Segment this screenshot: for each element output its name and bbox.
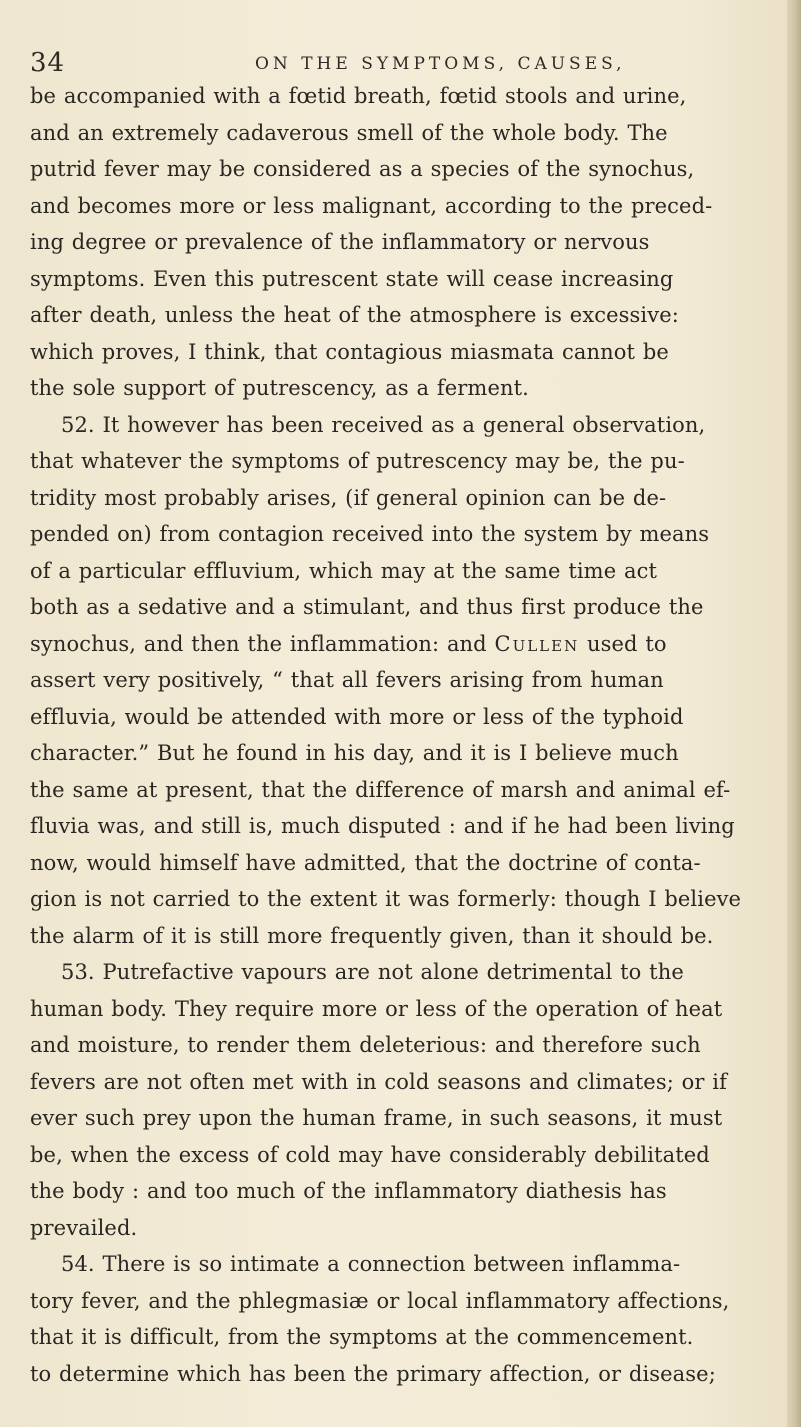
- text-line: which proves, I think, that contagious miasmata cannot be: [30, 339, 669, 364]
- paragraph-54-start: 54. There is so intimate a connection between inflamma-: [61, 1252, 681, 1276]
- text-line: the sole support of putrescency, as a ferment.: [30, 376, 529, 400]
- text-line: be accompanied with a fœtid breath, fœtid stools and urine,: [30, 84, 687, 108]
- text-line: putrid fever may be considered as a species of the synochus,: [30, 157, 695, 181]
- text-line: fevers are not often met with in cold seasons and climates; or if: [30, 1069, 728, 1094]
- text-line: prevailed.: [30, 1215, 138, 1240]
- text-line: and an extremely cadaverous smell of the whole body. The: [30, 120, 668, 145]
- text-line: tridity most probably arises, (if general opinion can be de-: [30, 485, 667, 510]
- text-line: to determine which has been the primary affection, or disease;: [30, 1361, 716, 1386]
- text-segment: used to: [579, 631, 667, 656]
- paragraph-53-start: 53. Putrefactive vapours are not alone detrimental to the: [61, 960, 684, 984]
- paragraph-52-start: 52. It however has been received as a general observation,: [61, 412, 706, 437]
- text-line: be, when the excess of cold may have considerably debilitated: [30, 1142, 710, 1167]
- text-line: pended on) from contagion received into the system by means: [30, 522, 710, 546]
- text-segment: synochus, and then the inflammation: and: [30, 631, 495, 656]
- text-line-with-name: [30, 626, 775, 663]
- text-line: after death, unless the heat of the atmosphere is excessive:: [30, 303, 679, 327]
- text-line: and moisture, to render them deleterious: and therefore such: [30, 1033, 701, 1057]
- text-line: symptoms. Even this putrescent state will cease increasing: [30, 266, 674, 291]
- running-head-title: ON THE SYMPTOMS, CAUSES,: [255, 54, 626, 74]
- text-line: gion is not carried to the extent it was formerly: though I believe: [30, 887, 742, 911]
- page-number: 34: [30, 48, 66, 78]
- text-line: ever such prey upon the human frame, in such seasons, it must: [30, 1106, 723, 1130]
- text-line: human body. They require more or less of the operation of heat: [30, 996, 723, 1021]
- page-edge-shadow: [787, 0, 801, 1427]
- text-line: ing degree or prevalence of the inflammatory or nervous: [30, 230, 650, 254]
- text-line: tory fever, and the phlegmasiæ or local inflammatory affections,: [30, 1288, 730, 1313]
- author-name-cullen: Cullen: [494, 631, 580, 656]
- text-line: effluvia, would be attended with more or less of the typhoid: [30, 704, 684, 729]
- text-line: that it is difficult, from the symptoms at the commencement.: [30, 1325, 694, 1349]
- text-line: of a particular effluvium, which may at the same time act: [30, 558, 658, 583]
- text-line: now, would himself have admitted, that the doctrine of conta-: [30, 850, 701, 875]
- text-line: that whatever the symptoms of putrescency may be, the pu-: [30, 449, 685, 473]
- text-line: the body : and too much of the inflammatory diathesis has: [30, 1179, 667, 1203]
- body-text: [30, 78, 775, 1392]
- text-line: the alarm of it is still more frequently given, than it should be.: [30, 923, 714, 948]
- text-line: fluvia was, and still is, much disputed : and if he had been living: [30, 814, 735, 838]
- text-line: both as a sedative and a stimulant, and thus first produce the: [30, 595, 704, 619]
- text-line: character.” But he found in his day, and it is I believe much: [30, 741, 679, 765]
- text-line: and becomes more or less malignant, according to the preced-: [30, 193, 713, 218]
- text-line: the same at present, that the difference of marsh and animal ef-: [30, 777, 731, 802]
- text-line: assert very positively, “ that all fevers arising from human: [30, 668, 664, 692]
